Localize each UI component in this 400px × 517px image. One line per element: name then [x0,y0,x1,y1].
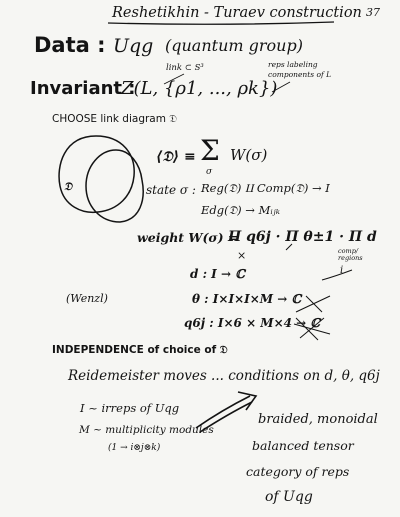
braided-line-3: category of reps [246,464,350,479]
title-underline [108,22,334,24]
invariant-formula: Z(L, {ρ1, ..., ρk}) [121,78,278,99]
sum-subscript: σ [206,167,213,177]
bracket-rhs: W(σ) [230,146,268,164]
braided-line-2: balanced tensor [252,438,354,453]
reidemeister-line: Reidemeister moves ... conditions on d, θ, q6j [68,368,380,384]
map-theta: θ : I×I×I×M → ℂ [192,292,302,306]
choose-link-diagram: CHOOSE link diagram 𝔇 [52,113,178,125]
note-multiplicity: M ~ multiplicity modules [79,424,214,436]
annotation-reps: reps labeling components of L [268,60,332,79]
note-irreps: I ~ irreps of Uqg [80,401,180,415]
data-label: Data : [34,33,106,57]
diagram-label: 𝔇 [64,180,73,193]
weight-terms: Π q6j · Π θ±1 · Π d [228,229,377,245]
state-label: state σ : [146,183,196,197]
weight-comp-regions: comp/ regions [338,247,363,263]
note-hom: (1 → i⊗j⊗k) [108,443,161,453]
independence-heading: INDEPENDENCE of choice of 𝔇 [52,344,228,356]
wenzl-label: (Wenzl) [66,292,108,305]
quantum-group-symbol: Uqg [113,35,154,57]
map-d: d : I → ℂ [190,267,245,281]
map-q6j: q6j : I×6 × M×4 → ℂ [184,316,320,330]
state-map-2: Edg(𝔇) → Mᵢⱼₖ [201,203,280,217]
quantum-group-description: (quantum group) [165,36,303,55]
invariant-label: Invariant : [30,78,136,99]
weight-label: weight W(σ) = [137,230,239,245]
annotation-link: link ⊂ S³ [166,63,204,73]
sketch-theta [296,296,330,312]
page-number: 37 [366,6,380,19]
state-map-1: Reg(𝔇) ⨿ Comp(𝔇) → I [201,181,330,195]
sum-symbol: Σ [200,134,220,167]
bracket-lhs: ⟨𝔇⟩ ≡ [156,149,196,165]
link-diagram-drawing [59,136,143,222]
weight-cross-mark: × [237,249,247,262]
page-title: Reshetikhin - Turaev construction [112,5,362,21]
braided-line-4: of Uqg [265,489,313,505]
braided-line-1: braided, monoidal [258,412,378,427]
sketch-d [322,270,352,280]
glyph-i: i [340,265,344,276]
